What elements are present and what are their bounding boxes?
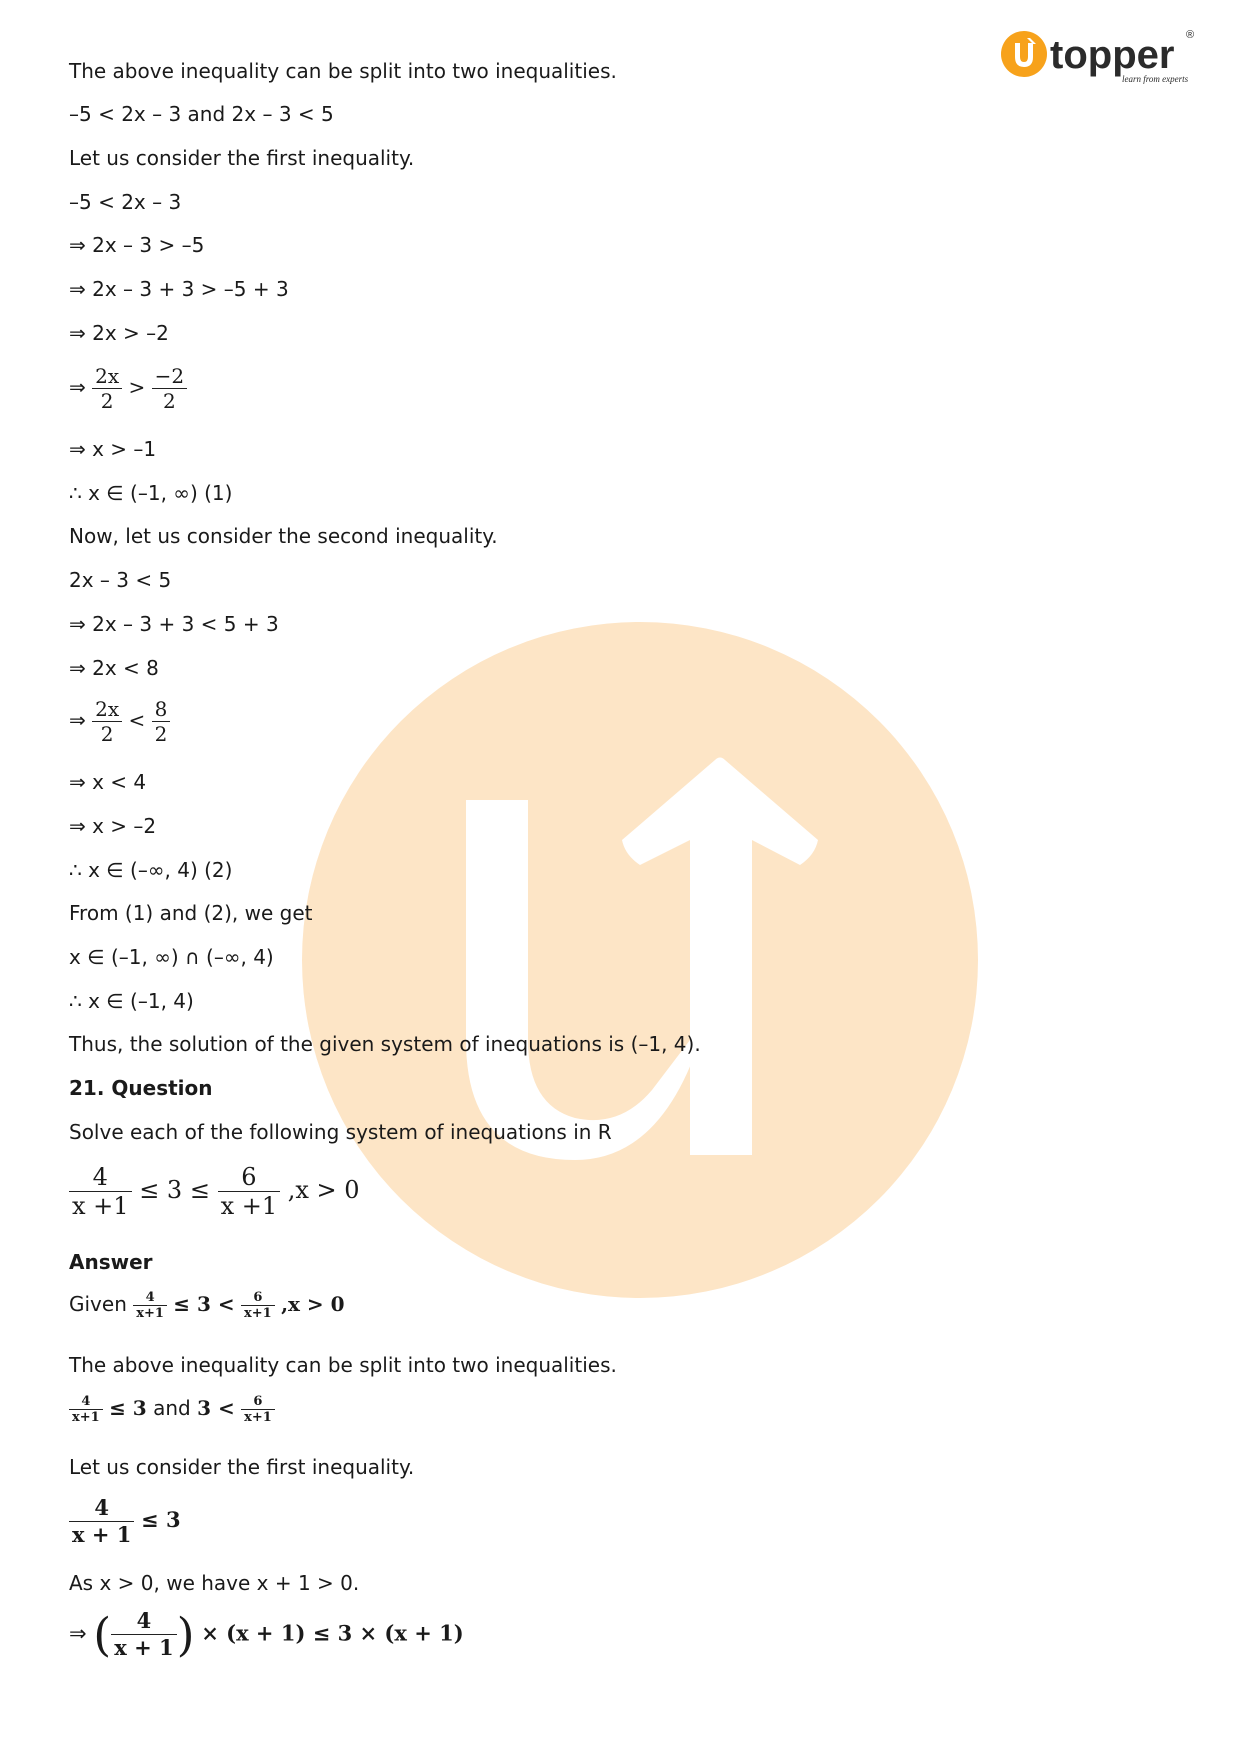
given-expression: Given $\frac{4}{x+1}$ ≤ 3 < $\frac{6}{x+1}$ ,x > 0 (69, 1290, 345, 1321)
text-line: Solve each of the following system of inequations in R (69, 1120, 612, 1144)
answer-heading: Answer (69, 1250, 153, 1274)
fraction: $\frac{4}{x + 1}$ (111, 1608, 176, 1661)
fraction: $\frac{4}{x + 1}$ (69, 1495, 134, 1548)
fraction: $\frac{-2}{2}$ (152, 364, 187, 413)
text-line: ⇒ x > –1 (69, 437, 157, 461)
text-line: ⇒ 2x – 3 + 3 < 5 + 3 (69, 612, 279, 636)
fraction: $\frac{6}{x+1}$ (241, 1290, 275, 1321)
text-line: Thus, the solution of the given system of inequations is (–1, 4). (69, 1032, 701, 1056)
text-line: ∴ x ∈ (–1, 4) (69, 989, 194, 1013)
fraction: $\frac{8}{2}$ (152, 697, 171, 746)
text-line: ⇒ 2x – 3 > –5 (69, 233, 205, 257)
text-line: From (1) and (2), we get (69, 901, 313, 925)
division-step-1: ⇒ $\frac{2x}{2}$ > $\frac{-2}{2}$ (69, 364, 187, 413)
division-step-2: ⇒ $\frac{2x}{2}$ < $\frac{8}{2}$ (69, 697, 170, 746)
text-line: ⇒ 2x > –2 (69, 321, 169, 345)
topper-logo (1000, 24, 1200, 94)
question-expression: $\frac{4}{x +1}$ ≤ 3 ≤ $\frac{6}{x +1}$ ,x > 0 (69, 1163, 360, 1220)
multiplication-step: ⇒ ( $\frac{4}{x + 1}$ ) × (x + 1) ≤ 3 × (x + 1) (69, 1607, 464, 1662)
fraction: $\frac{2x}{2}$ (92, 364, 122, 413)
text-line: ∴ x ∈ (–1, ∞) (1) (69, 481, 233, 505)
question-heading: 21. Question (69, 1076, 213, 1100)
text-line: Let us consider the first inequality. (69, 1455, 415, 1479)
text-line: 2x – 3 < 5 (69, 568, 172, 592)
text-line: ∴ x ∈ (–∞, 4) (2) (69, 858, 233, 882)
text-line: x ∈ (–1, ∞) ∩ (–∞, 4) (69, 945, 274, 969)
text-line: ⇒ x < 4 (69, 770, 147, 794)
first-inequality-expression: $\frac{4}{x + 1}$ ≤ 3 (69, 1495, 181, 1548)
fraction: $\frac{4}{x+1}$ (69, 1394, 103, 1425)
text-line: ⇒ 2x – 3 + 3 > –5 + 3 (69, 277, 289, 301)
text-line: ⇒ x > –2 (69, 814, 157, 838)
svg-text:learn from experts: learn from experts (1122, 74, 1189, 84)
text-line: –5 < 2x – 3 (69, 190, 182, 214)
svg-text:®: ® (1186, 29, 1195, 41)
text-line: Now, let us consider the second inequality. (69, 524, 498, 548)
text-line: –5 < 2x – 3 and 2x – 3 < 5 (69, 102, 334, 126)
fraction: $\frac{4}{x+1}$ (133, 1290, 167, 1321)
text-line: Let us consider the first inequality. (69, 146, 415, 170)
fraction: $\frac{4}{x +1}$ (69, 1163, 132, 1220)
fraction: $\frac{6}{x+1}$ (241, 1394, 275, 1425)
split-expression: $\frac{4}{x+1}$ ≤ 3 and 3 < $\frac{6}{x+1}$ (69, 1394, 275, 1425)
fraction: $\frac{2x}{2}$ (92, 697, 122, 746)
fraction: $\frac{6}{x +1}$ (218, 1163, 281, 1220)
text-line: ⇒ 2x < 8 (69, 656, 159, 680)
text-line: The above inequality can be split into two inequalities. (69, 1353, 617, 1377)
text-line: The above inequality can be split into two inequalities. (69, 59, 617, 83)
text-line: As x > 0, we have x + 1 > 0. (69, 1571, 360, 1595)
svg-text:topper: topper (1050, 33, 1175, 77)
